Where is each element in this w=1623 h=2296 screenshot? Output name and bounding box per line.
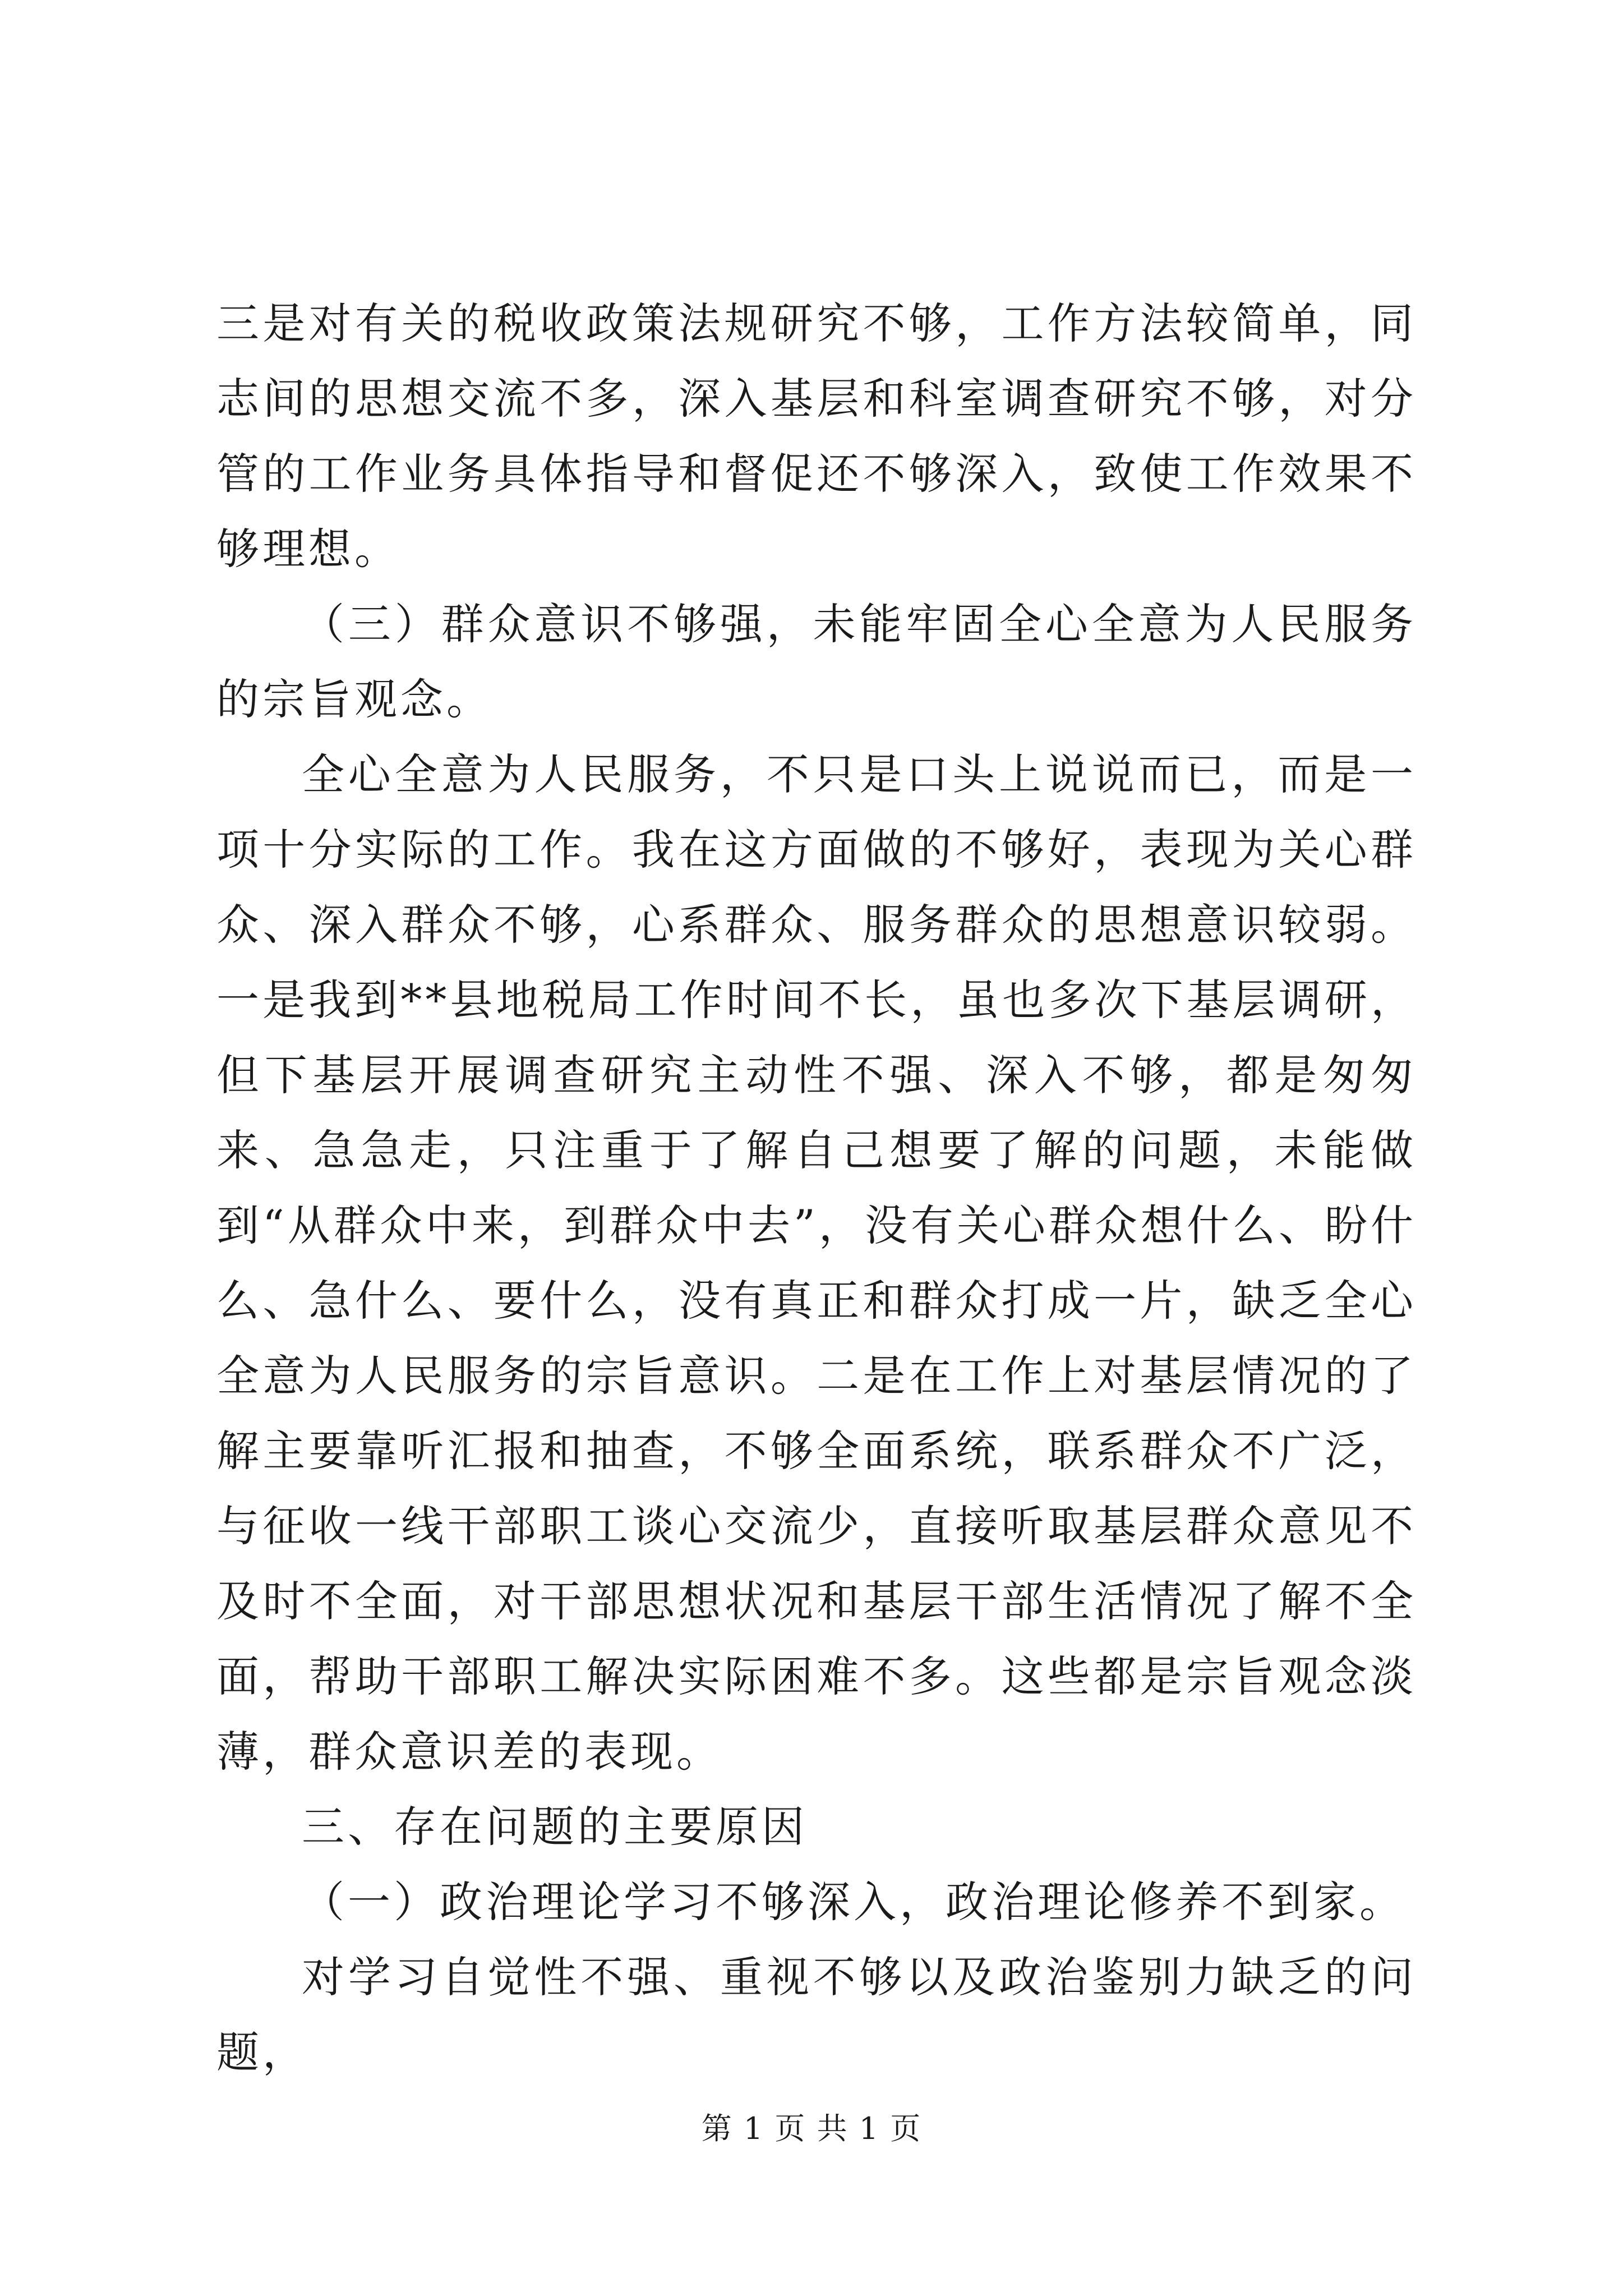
paragraph-5-subheading: （一）政治理论学习不够深入，政治理论修养不到家。 — [302, 1877, 1405, 1927]
document-body — [216, 286, 1417, 2090]
paragraph-6: 对学习自觉性不强、重视不够以及政治鉴别力缺乏的问题， — [216, 1952, 1417, 2077]
paragraph-2-subheading: （三）群众意识不够强，未能牢固全心全意为人民服务的宗旨观念。 — [216, 599, 1417, 724]
paragraph-3: 全心全意为人民服务，不只是口头上说说而已，而是一项十分实际的工作。我在这方面做的不够好，表现为关心群众、深入群众不够，心系群众、服务群众的思想意识较弱。一是我到**县地税局工作时间不长，虽也多次下基层调研，但下基层开展调查研究主动性不强、深入不够，都是匆匆来、急急走，只注重于了解自己想要了解的问题，未能做到“从群众中来，到群众中去”，没有关心群众想什么、盼什么、急什么、要什么，没有真正和群众打成一片，缺乏全心全意为人民服务的宗旨意识。二是在工作上对基层情况的了解主要靠听汇报和抽查，不够全面系统，联系群众不广泛，与征收一线干部职工谈心交流少，直接听取基层群众意见不及时不全面，对干部思想状况和基层干部生活情况了解不全面，帮助干部职工解决实际困难不多。这些都是宗旨观念淡薄，群众意识差的表现。 — [216, 749, 1417, 1777]
section-heading-3: 三、存在问题的主要原因 — [302, 1802, 808, 1852]
paragraph-1: 三是对有关的税收政策法规研究不够，工作方法较简单，同志间的思想交流不多，深入基层和科室调查研究不够，对分管的工作业务具体指导和督促还不够深入，致使工作效果不够理想。 — [216, 298, 1417, 574]
page-footer: 第 1 页 共 1 页 — [701, 2111, 922, 2146]
